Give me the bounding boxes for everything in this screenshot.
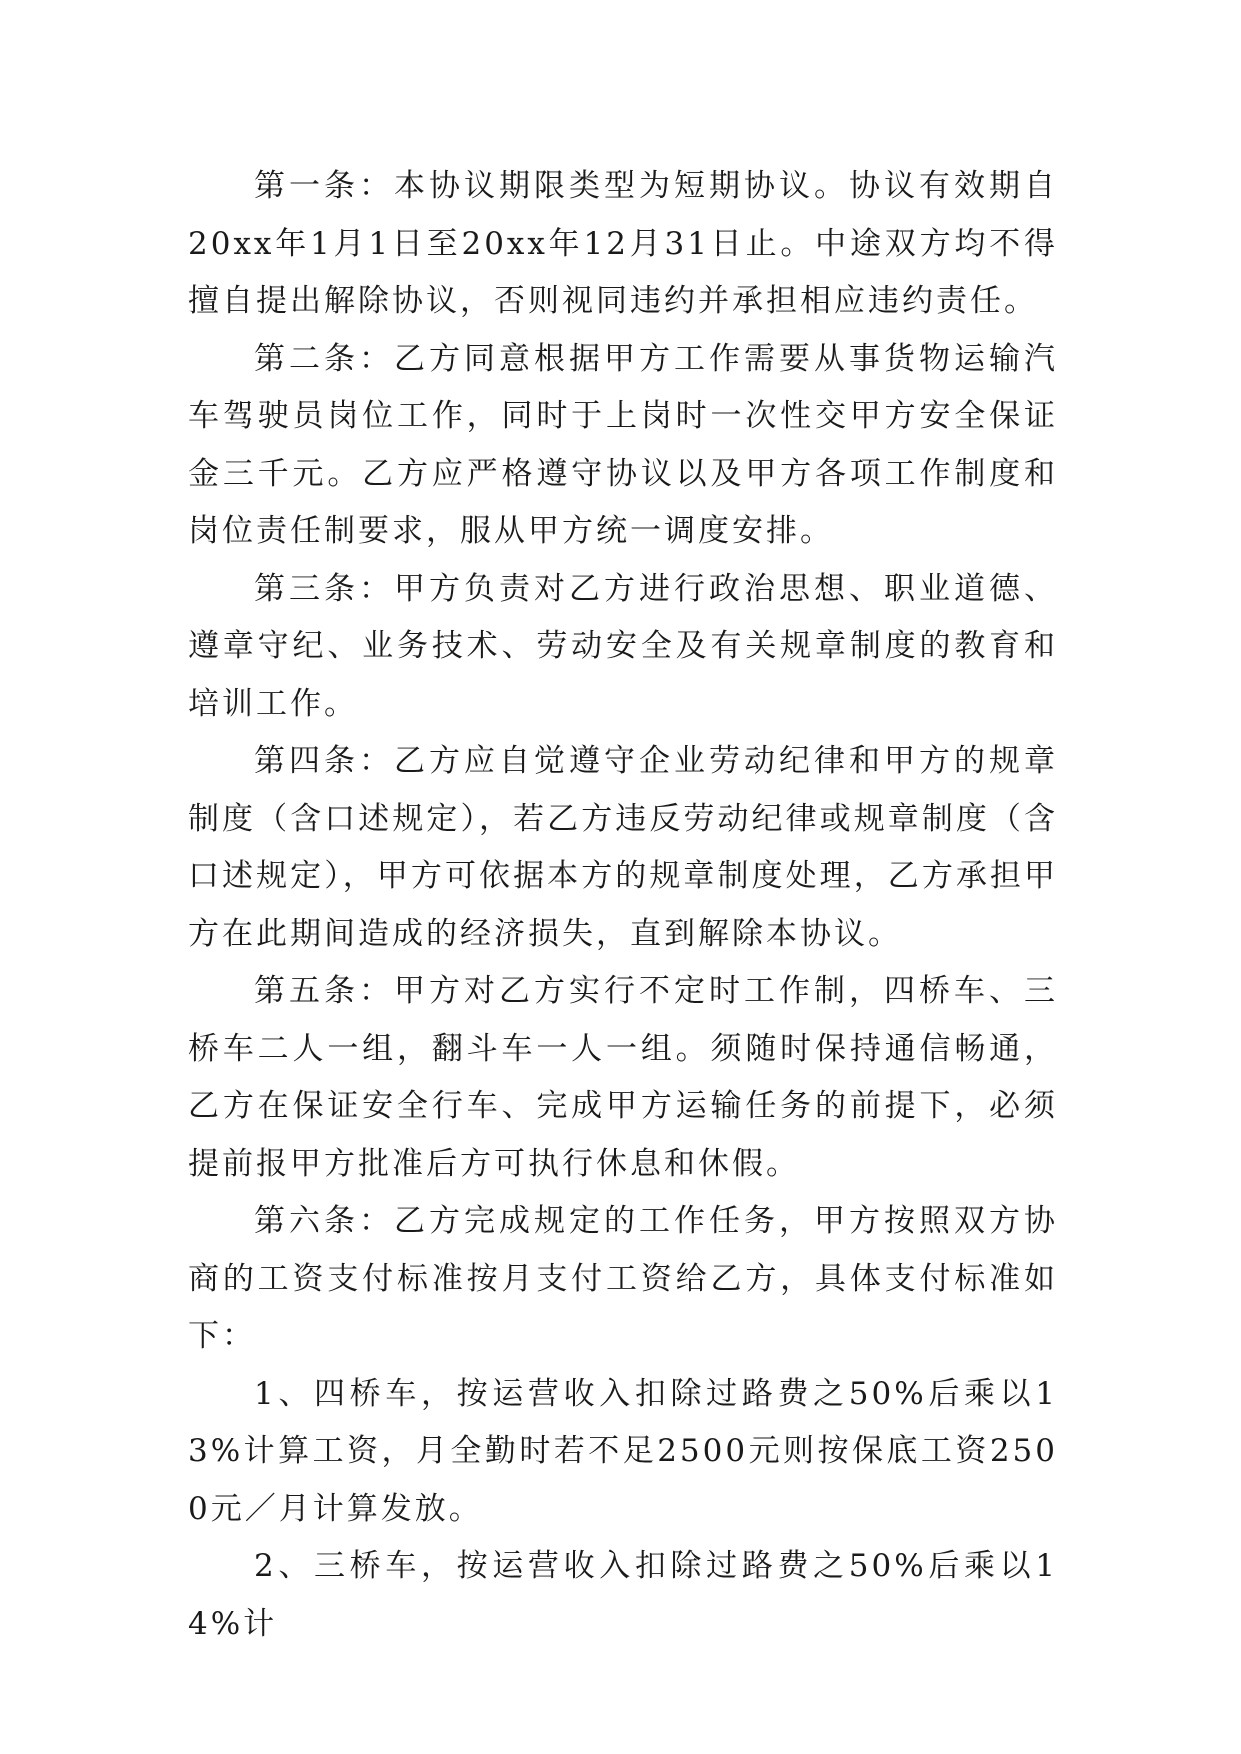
wage-item-2-paragraph: 2、三桥车，按运营收入扣除过路费之50%后乘以14%计	[188, 1548, 1058, 1642]
article-2-paragraph: 第二条：乙方同意根据甲方工作需要从事货物运输汽车驾驶员岗位工作，同时于上岗时一次性交甲方安全保证金三千元。乙方应严格遵守协议以及甲方各项工作制度和岗位责任制要求，服从甲方统一调度安排。	[188, 340, 1058, 549]
wage-item-1-paragraph: 1、四桥车，按运营收入扣除过路费之50%后乘以13%计算工资，月全勤时若不足2500元则按保底工资2500元／月计算发放。	[188, 1375, 1058, 1527]
document-body	[188, 158, 1058, 1653]
article-3-paragraph: 第三条：甲方负责对乙方进行政治思想、职业道德、遵章守纪、业务技术、劳动安全及有关规章制度的教育和培训工作。	[188, 570, 1058, 722]
article-4-paragraph: 第四条：乙方应自觉遵守企业劳动纪律和甲方的规章制度（含口述规定），若乙方违反劳动纪律或规章制度（含口述规定），甲方可依据本方的规章制度处理，乙方承担甲方在此期间造成的经济损失，直到解除本协议。	[188, 743, 1058, 952]
article-1-paragraph: 第一条：本协议期限类型为短期协议。协议有效期自20xx年1月1日至20xx年12月31日止。中途双方均不得擅自提出解除协议，否则视同违约并承担相应违约责任。	[188, 168, 1058, 319]
article-6-paragraph: 第六条：乙方完成规定的工作任务，甲方按照双方协商的工资支付标准按月支付工资给乙方，具体支付标准如下：	[188, 1203, 1058, 1354]
article-5-paragraph: 第五条：甲方对乙方实行不定时工作制，四桥车、三桥车二人一组，翻斗车一人一组。须随时保持通信畅通，乙方在保证安全行车、完成甲方运输任务的前提下，必须提前报甲方批准后方可执行休息和休假。	[188, 973, 1058, 1182]
